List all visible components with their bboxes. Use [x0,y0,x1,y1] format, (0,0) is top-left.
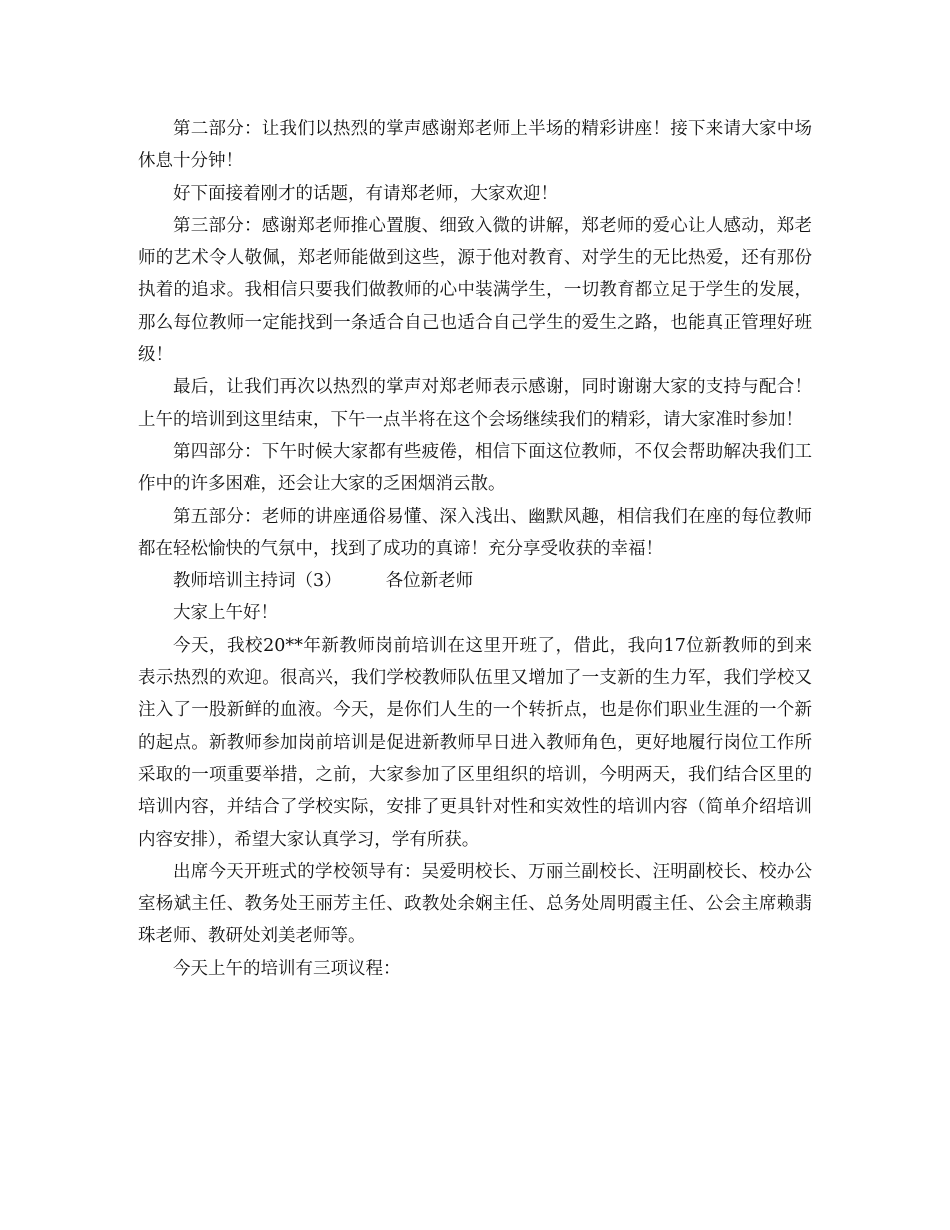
paragraph-opening-speech: 今天，我校20**年新教师岗前培训在这里开班了，借此，我向17位新教师的到来表示热烈的欢迎。很高兴，我们学校教师队伍里又增加了一支新的生力军，我们学校又注入了一股新鲜的血液。今天，是你们人生的一个转折点，也是你们职业生涯的一个新的起点。新教师参加岗前培训是促进新教师早日进入教师角色，更好地履行岗位工作所采取的一项重要举措，之前，大家参加了区里组织的培训，今明两天，我们结合区里的培训内容，并结合了学校实际，安排了更具针对性和实效性的培训内容（简单介绍培训内容安排），希望大家认真学习，学有所获。 [138,635,812,850]
paragraph-invite: 好下面接着刚才的话题，有请郑老师，大家欢迎！ [173,183,558,204]
document-page [138,113,812,985]
paragraph-attending-leaders: 出席今天开班式的学校领导有：吴爱明校长、万丽兰副校长、汪明副校长、校办公室杨斌主任、教务处王丽芳主任、政教处余娴主任、总务处周明霞主任、公会主席赖翡珠老师、教研处刘美老师等。 [138,861,812,947]
paragraph-closing-morning: 最后，让我们再次以热烈的掌声对郑老师表示感谢，同时谢谢大家的支持与配合！上午的培训到这里结束，下午一点半将在这个会场继续我们的精彩，请大家准时参加！ [138,377,812,430]
section-title: 教师培训主持词（3） [173,571,342,592]
section-heading-line [138,565,812,597]
section-addressee: 各位新老师 [385,571,474,592]
paragraph-greeting: 大家上午好！ [173,603,278,624]
paragraph-part-three: 第三部分：感谢郑老师推心置腹、细致入微的讲解，郑老师的爱心让人感动，郑老师的艺术令人敬佩，郑老师能做到这些，源于他对教育、对学生的无比热爱，还有那份执着的追求。我相信只要我们做教师的心中装满学生，一切教育都立足于学生的发展，那么每位教师一定能找到一条适合自己也适合自己学生的爱生之路，也能真正管理好班级！ [138,215,812,366]
paragraph-part-four: 第四部分：下午时候大家都有些疲倦，相信下面这位教师，不仅会帮助解决我们工作中的许多困难，还会让大家的乏困烟消云散。 [138,441,812,495]
paragraph-agenda-intro: 今天上午的培训有三项议程： [173,958,401,979]
paragraph-part-two: 第二部分：让我们以热烈的掌声感谢郑老师上半场的精彩讲座！接下来请大家中场休息十分钟！ [138,119,812,172]
paragraph-part-five: 第五部分：老师的讲座通俗易懂、深入浅出、幽默风趣，相信我们在座的每位教师都在轻松愉快的气氛中，找到了成功的真谛！充分享受收获的幸福！ [138,506,812,559]
